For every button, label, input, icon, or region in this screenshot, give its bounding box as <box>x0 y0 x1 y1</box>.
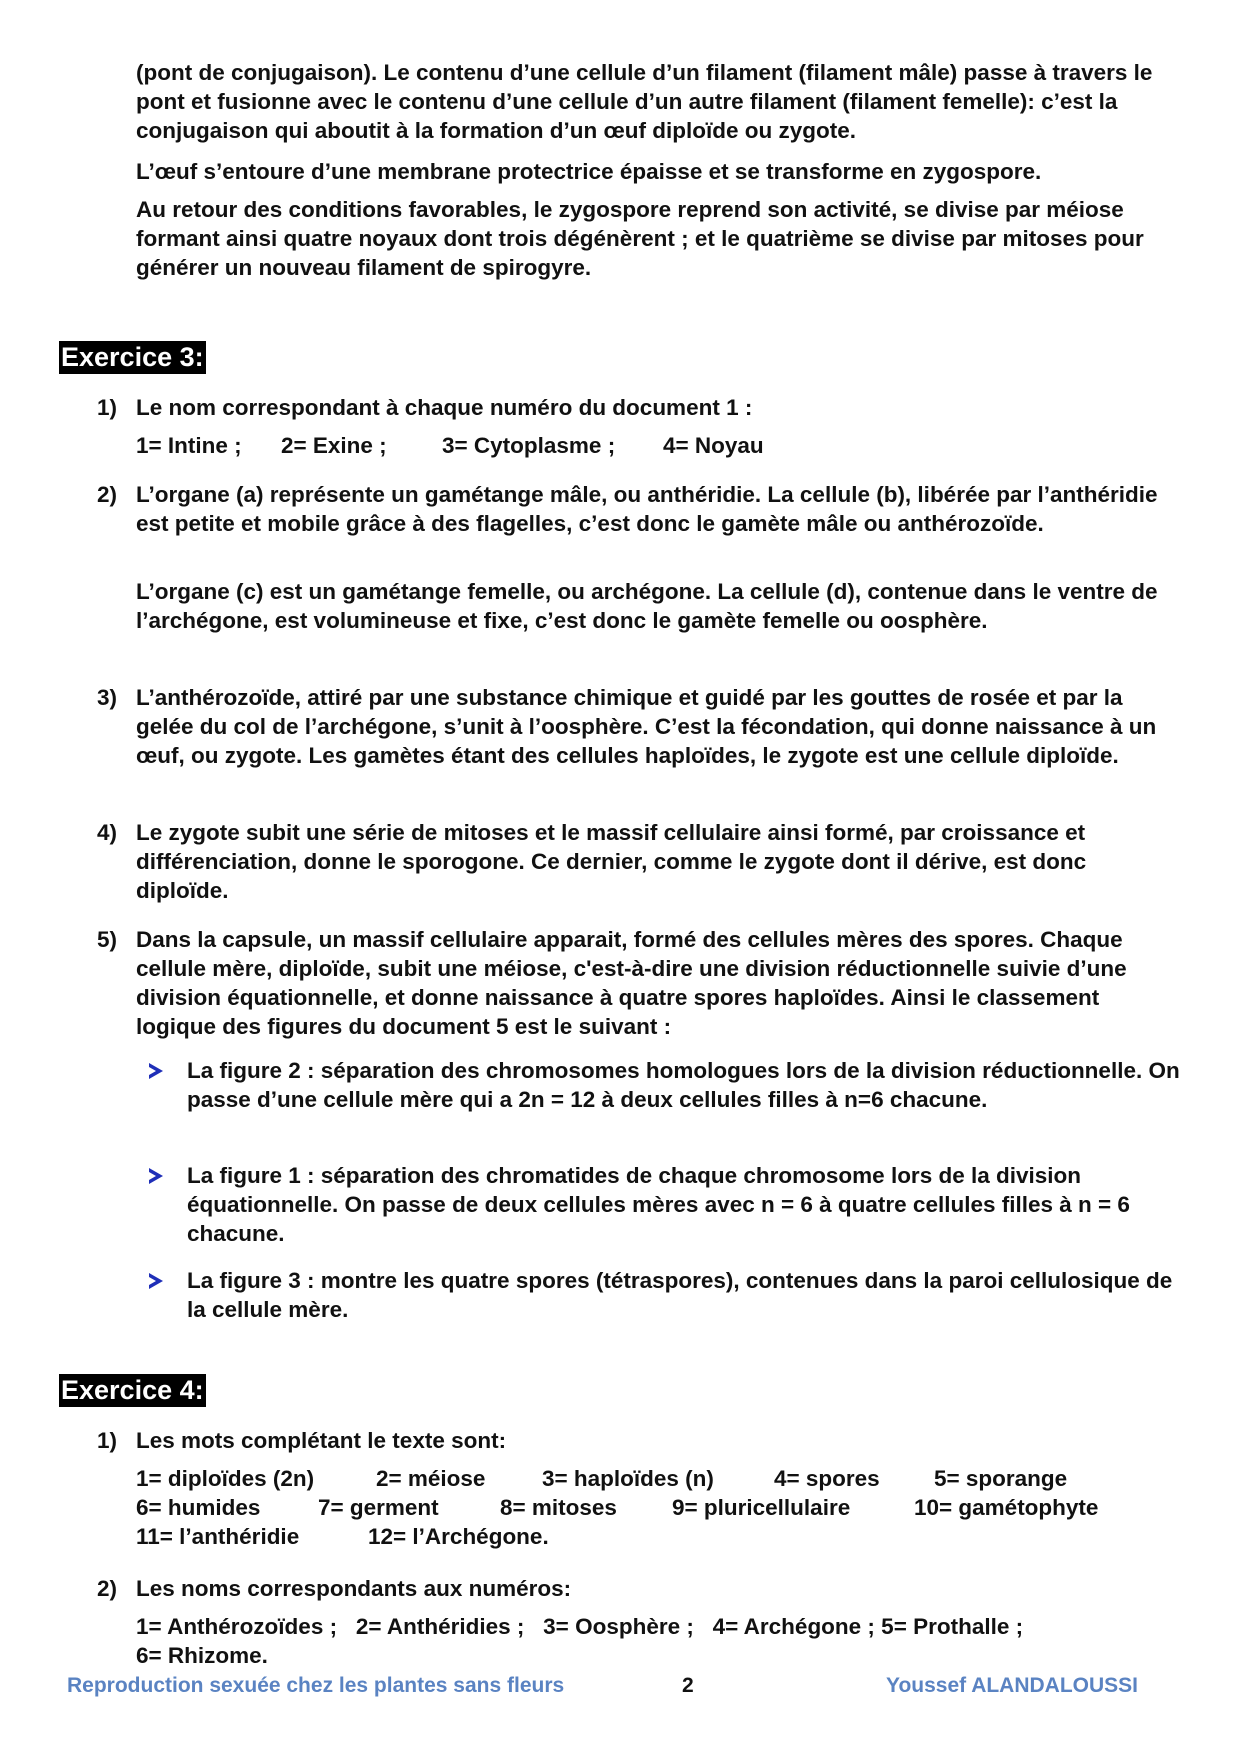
ex3-q3-number: 3) <box>97 685 118 710</box>
ex4-q2-number: 2) <box>97 1576 118 1601</box>
ex4-q1-answers-row-3 <box>136 1522 1176 1551</box>
bullet-arrow-icon <box>149 1063 163 1079</box>
ex4-answer-2: 2= méiose <box>376 1466 486 1491</box>
ex4-q1-answers-row-1 <box>136 1464 1176 1493</box>
ex3-q1-answer-2: 2= Exine ; <box>281 433 387 458</box>
ex3-q4-text: Le zygote subit une série de mitoses et le massif cellulaire ainsi formé, par croissance et différenciation, donne le sporogone. Ce dernier, comme le zygote dont il dérive, est donc diploïde. <box>136 820 1087 903</box>
ex3-q1-answer-1: 1= Intine ; <box>136 433 242 458</box>
ex3-q2-number: 2) <box>97 482 118 507</box>
ex4-q1-text: Les mots complétant le texte sont: <box>136 1428 507 1453</box>
ex4-q2-text: Les noms correspondants aux numéros: <box>136 1576 572 1601</box>
ex4-answer-1: 1= diploïdes (2n) <box>136 1466 315 1491</box>
ex4-q2-answers-1: 1= Anthérozoïdes ; 2= Anthéridies ; 3= Oosphère ; 4= Archégone ; 5= Prothalle ; <box>136 1614 1024 1639</box>
ex3-q5-number: 5) <box>97 927 118 952</box>
bullet-arrow-icon <box>149 1273 163 1289</box>
footer-title: Reproduction sexuée chez les plantes sans fleurs <box>67 1674 565 1697</box>
ex4-answer-8: 8= mitoses <box>500 1495 617 1520</box>
ex4-answer-7: 7= germent <box>318 1495 439 1520</box>
ex4-answer-9: 9= pluricellulaire <box>672 1495 851 1520</box>
ex3-q5-bullet-3: La figure 3 : montre les quatre spores (tétraspores), contenues dans la paroi cellulosique de la cellule mère. <box>187 1268 1173 1322</box>
exercise-3-heading: Exercice 3: <box>61 342 204 372</box>
ex3-q4-number: 4) <box>97 820 118 845</box>
ex4-answer-4: 4= spores <box>774 1466 880 1491</box>
ex4-answer-10: 10= gamétophyte <box>914 1495 1099 1520</box>
ex3-q1-answers <box>136 431 1176 460</box>
intro-paragraph-2: L’œuf s’entoure d’une membrane protectrice épaisse et se transforme en zygospore. <box>136 159 1042 184</box>
ex3-q1-answer-4: 4= Noyau <box>663 433 764 458</box>
ex4-q1-number: 1) <box>97 1428 118 1453</box>
page-number: 2 <box>682 1674 694 1697</box>
ex3-q5-bullet-2: La figure 1 : séparation des chromatides de chaque chromosome lors de la division équationnelle. On passe de deux cellules mères avec n = 6 à quatre cellules filles à n = 6 chacune. <box>187 1163 1130 1246</box>
ex4-answer-3: 3= haploïdes (n) <box>542 1466 714 1491</box>
ex3-q1-text: Le nom correspondant à chaque numéro du document 1 : <box>136 395 753 420</box>
ex3-q5-bullet-1: La figure 2 : séparation des chromosomes homologues lors de la division réductionnelle. On passe d’une cellule mère qui a 2n = 12 à deux cellules filles à n=6 chacune. <box>187 1058 1180 1112</box>
ex3-q1-number: 1) <box>97 395 118 420</box>
ex3-q5-text: Dans la capsule, un massif cellulaire apparait, formé des cellules mères des spores. Chaque cellule mère, diploïde, subit une méiose, c'est-à-dire une division réductionnelle suivie d’une division équationnelle, et donne naissance à quatre spores haploïdes. Ainsi le classement logique des figures du document 5 est le suivant : <box>136 927 1127 1039</box>
bullet-arrow-icon <box>149 1168 163 1184</box>
ex3-q3-text: L’anthérozoïde, attiré par une substance chimique et guidé par les gouttes de rosée et par la gelée du col de l’archégone, s’unit à l’oosphère. C’est la fécondation, qui donne naissance à un œuf, ou zygote. Les gamètes étant des cellules haploïdes, le zygote est une cellule diploïde. <box>136 685 1157 768</box>
ex3-q2-text-2: L’organe (c) est un gamétange femelle, ou archégone. La cellule (d), contenue dans le ventre de l’archégone, est volumineuse et fixe, c’est donc le gamète femelle ou oosphère. <box>136 579 1158 633</box>
ex3-q1-answer-3: 3= Cytoplasme ; <box>442 433 616 458</box>
intro-paragraph-3: Au retour des conditions favorables, le zygospore reprend son activité, se divise par méiose formant ainsi quatre noyaux dont trois dégénèrent ; et le quatrième se divise par mitoses pour générer un nouveau filament de spirogyre. <box>136 197 1144 280</box>
ex4-q1-answers-row-2 <box>136 1493 1176 1522</box>
ex4-answer-5: 5= sporange <box>934 1466 1068 1491</box>
exercise-4-heading: Exercice 4: <box>61 1375 204 1405</box>
ex4-answer-11: 11= l’anthéridie <box>136 1524 300 1549</box>
ex4-q2-answers-2: 6= Rhizome. <box>136 1643 268 1668</box>
ex4-answer-6: 6= humides <box>136 1495 261 1520</box>
ex4-answer-12: 12= l’Archégone. <box>368 1524 549 1549</box>
footer-author: Youssef ALANDALOUSSI <box>886 1674 1139 1697</box>
intro-paragraph-1: (pont de conjugaison). Le contenu d’une cellule d’un filament (filament mâle) passe à travers le pont et fusionne avec le contenu d’une cellule d’un autre filament (filament femelle): c’est la conjugaison qui aboutit à la formation d’un œuf diploïde ou zygote. <box>136 60 1153 143</box>
ex3-q2-text-1: L’organe (a) représente un gamétange mâle, ou anthéridie. La cellule (b), libérée par l’anthéridie est petite et mobile grâce à des flagelles, c’est donc le gamète mâle ou anthérozoïde. <box>136 482 1158 536</box>
